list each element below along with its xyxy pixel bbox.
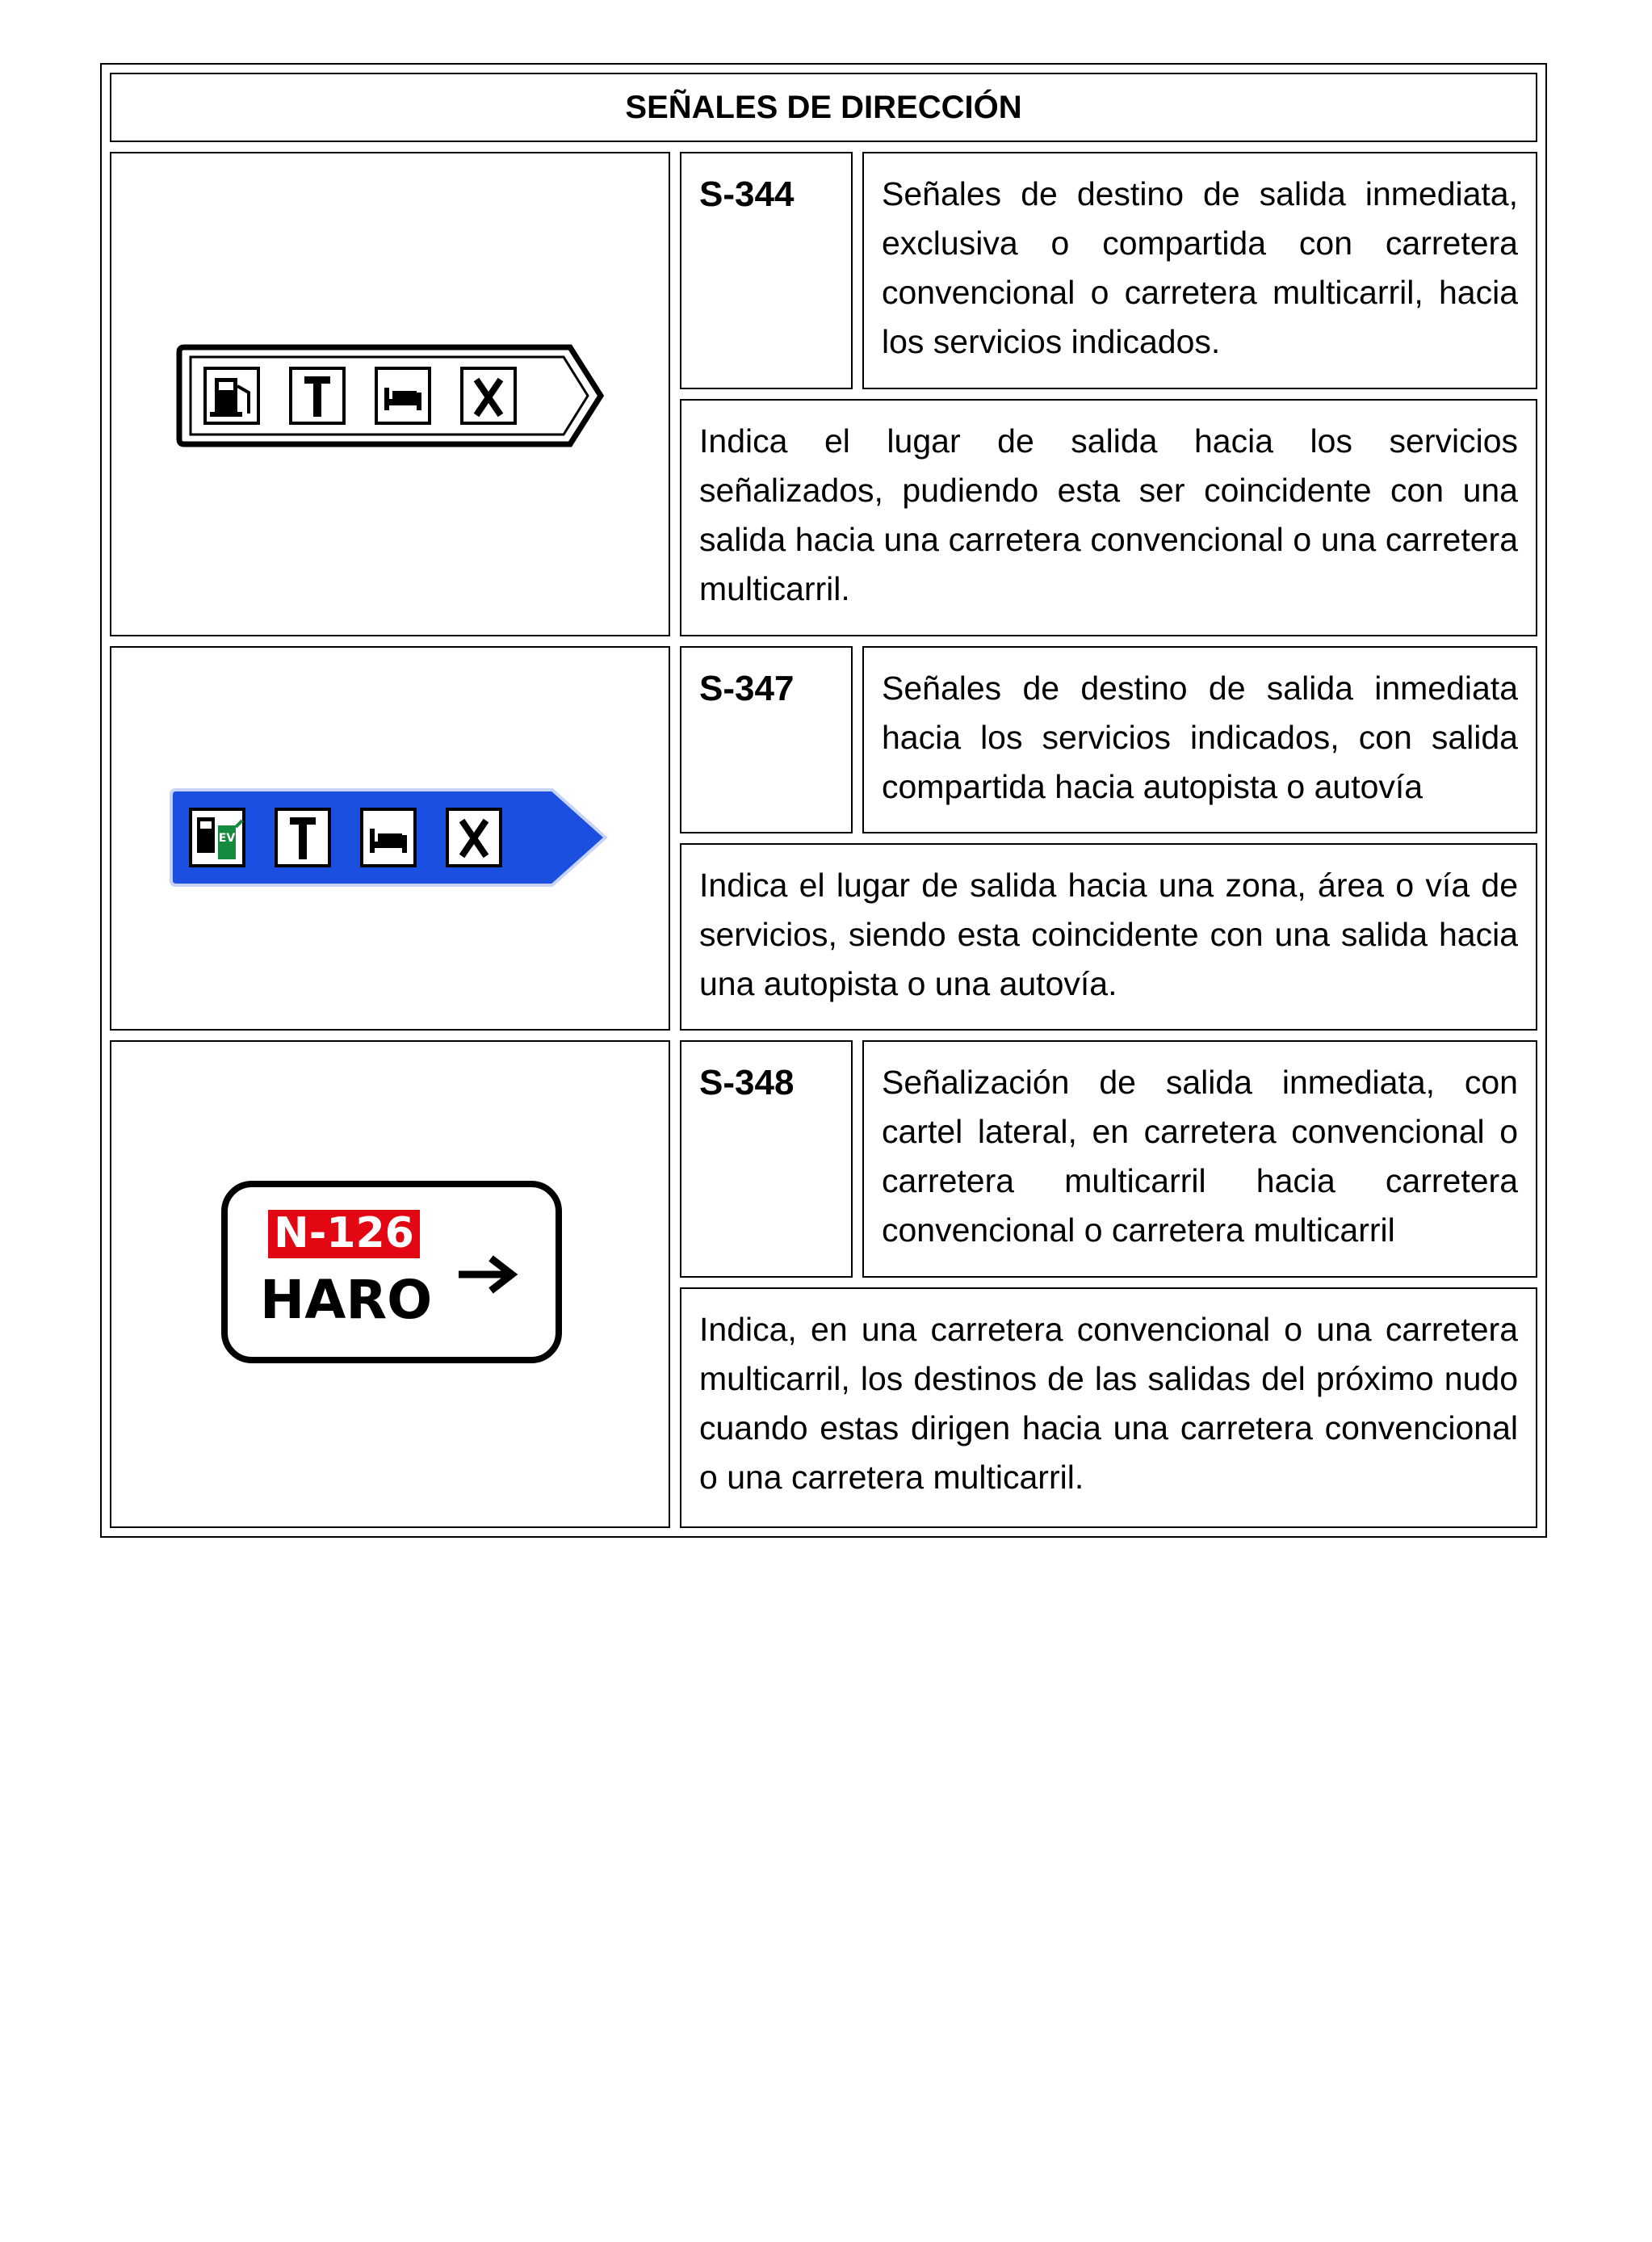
wrench-icon — [276, 809, 329, 866]
sign-code: S-344 — [699, 174, 795, 214]
long-description: Indica, en una carretera convencional o una carretera multicarril, los destinos de las salidas del próximo nudo cuando estas dirigen hacia una carretera convencional o una carretera multicarril. — [699, 1311, 1518, 1496]
ev-label: EV — [218, 832, 236, 845]
sign-s347-image — [170, 785, 612, 890]
bed-icon — [376, 368, 430, 423]
destination-name: HARO — [260, 1269, 433, 1331]
short-desc-s348 — [862, 1040, 1537, 1278]
sign-s344-image — [176, 341, 609, 451]
restaurant-icon — [447, 809, 501, 866]
code-cell-s348 — [680, 1040, 853, 1278]
code-cell-s347 — [680, 646, 853, 833]
sign-s348-image — [220, 1179, 564, 1365]
wrench-icon — [291, 368, 344, 423]
short-desc-s344 — [862, 152, 1537, 389]
short-description: Señales de destino de salida inmediata hacia los servicios indicados, con salida compartida hacia autopista o autovía — [882, 670, 1518, 805]
short-description: Señalización de salida inmediata, con cartel lateral, en carretera convencional o carretera multicarril hacia carretera convencional o carretera multicarril — [882, 1064, 1518, 1249]
restaurant-icon — [462, 368, 515, 423]
long-description: Indica el lugar de salida hacia los servicios señalizados, pudiendo esta ser coincidente con una salida hacia una carretera convencional o una carretera multicarril. — [699, 422, 1518, 607]
fuel-pump-icon — [205, 368, 258, 423]
short-description: Señales de destino de salida inmediata, exclusiva o compartida con carretera convencional o carretera multicarril, hacia los servicios indicados. — [882, 175, 1518, 360]
short-desc-s347 — [862, 646, 1537, 833]
road-number: N-126 — [274, 1209, 414, 1257]
long-desc-s347 — [680, 843, 1537, 1031]
sign-code: S-347 — [699, 669, 795, 708]
long-description: Indica el lugar de salida hacia una zona, área o vía de servicios, siendo esta coincidente con una salida hacia una autopista o una autovía. — [699, 867, 1518, 1002]
long-desc-s348 — [680, 1287, 1537, 1528]
sign-cell-s348 — [110, 1040, 670, 1528]
sign-cell-s347 — [110, 646, 670, 1031]
bed-icon — [362, 809, 415, 866]
sign-cell-s344 — [110, 152, 670, 636]
table-title — [110, 73, 1537, 142]
sign-code: S-348 — [699, 1063, 795, 1102]
code-cell-s344 — [680, 152, 853, 389]
long-desc-s344 — [680, 399, 1537, 636]
table-title-text: SEÑALES DE DIRECCIÓN — [625, 89, 1022, 125]
ev-charging-icon — [191, 809, 244, 866]
